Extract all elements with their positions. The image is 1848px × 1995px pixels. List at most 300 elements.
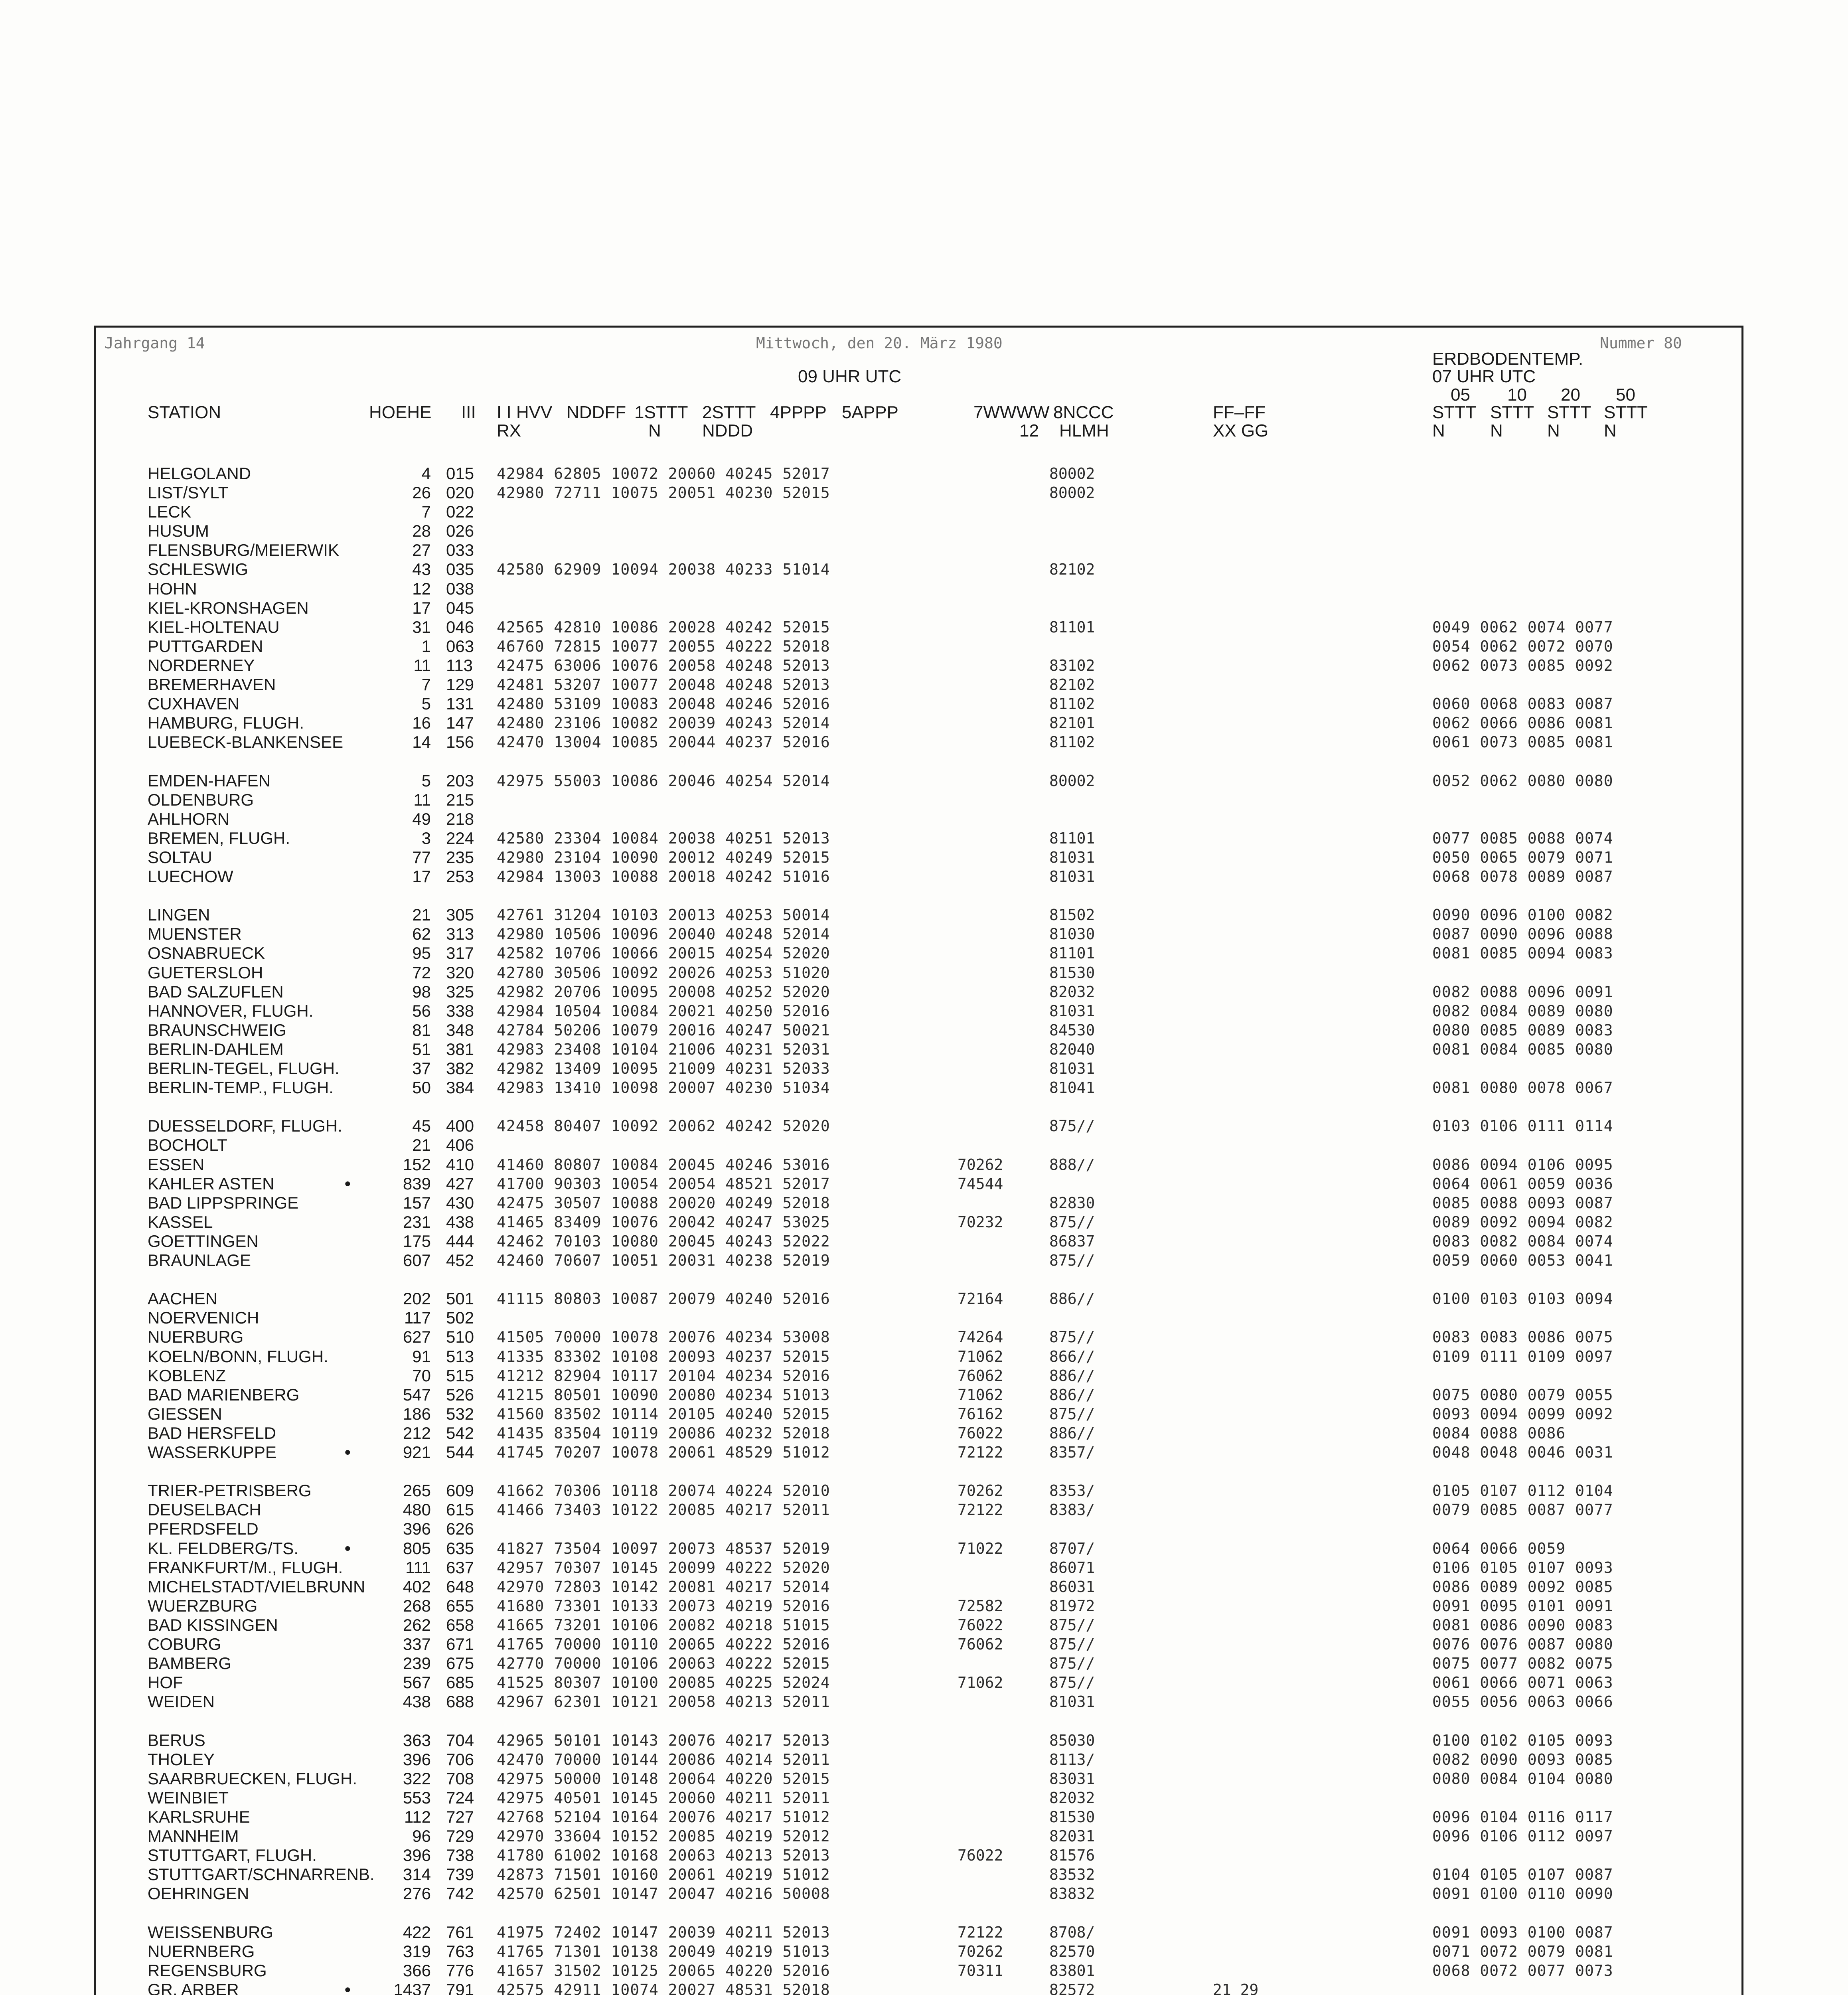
col-iii: III <box>461 403 476 422</box>
station-id: 131 <box>446 694 474 713</box>
soil-temperatures: 0060 0068 0083 0087 <box>1432 695 1613 713</box>
station-name: NOERVENICH <box>148 1308 259 1327</box>
soil-temperatures: 0082 0088 0096 0091 <box>1432 983 1613 1001</box>
table-row <box>0 483 1848 502</box>
issue-number: Nummer 80 <box>1600 334 1682 352</box>
station-name: HAMBURG, FLUGH. <box>148 713 304 732</box>
synop-groups: 42570 62501 10147 20047 40216 50008 <box>497 1885 830 1902</box>
cloud-group: 886// <box>1049 1386 1095 1404</box>
weather-group: 76022 <box>958 1847 1003 1864</box>
col-7wwww-sub: 12 <box>1019 421 1039 440</box>
station-name: BRAUNSCHWEIG <box>148 1021 286 1039</box>
station-id: 022 <box>446 502 474 521</box>
synop-groups: 41780 61002 10168 20063 40213 52013 <box>497 1847 830 1864</box>
synop-groups: 42957 70307 10145 20099 40222 52020 <box>497 1559 830 1576</box>
synop-groups: 41435 83504 10119 20086 40232 52018 <box>497 1424 830 1442</box>
station-name: FRANKFURT/M., FLUGH. <box>148 1558 343 1577</box>
station-height: 14 <box>412 733 431 751</box>
synop-groups: 41212 82904 10117 20104 40234 52016 <box>497 1367 830 1385</box>
station-id: 510 <box>446 1327 474 1346</box>
station-id: 648 <box>446 1577 474 1596</box>
synop-groups: 42784 50206 10079 20016 40247 50021 <box>497 1021 830 1039</box>
date-line: Mittwoch, den 20. März 1980 <box>756 334 1003 352</box>
soil-temperatures: 0075 0080 0079 0055 <box>1432 1386 1613 1404</box>
soil-temperatures: 0100 0102 0105 0093 <box>1432 1732 1613 1749</box>
station-id: 542 <box>446 1424 474 1442</box>
table-row <box>0 848 1848 867</box>
station-id: 685 <box>446 1673 474 1692</box>
soil-temperatures: 0062 0066 0086 0081 <box>1432 714 1613 732</box>
soil-temperatures: 0049 0062 0074 0077 <box>1432 618 1613 636</box>
synop-groups: 41665 73201 10106 20082 40218 51015 <box>497 1616 830 1634</box>
soil-temperatures: 0061 0073 0085 0081 <box>1432 733 1613 751</box>
soil-temperatures: 0091 0093 0100 0087 <box>1432 1924 1613 1941</box>
col-ffff-sub: XX GG <box>1213 421 1269 440</box>
station-name: KIEL-KRONSHAGEN <box>148 598 309 617</box>
station-height: 366 <box>403 1961 431 1980</box>
cloud-group: 875// <box>1049 1405 1095 1423</box>
soil-temperatures: 0079 0085 0087 0077 <box>1432 1501 1613 1519</box>
synop-groups: 41700 90303 10054 20054 48521 52017 <box>497 1175 830 1193</box>
depth-05: 05 <box>1451 385 1470 405</box>
cloud-group: 875// <box>1049 1328 1095 1346</box>
station-height: 607 <box>403 1251 431 1270</box>
station-id: 235 <box>446 848 474 867</box>
station-id: 675 <box>446 1654 474 1673</box>
station-id: 348 <box>446 1021 474 1039</box>
station-id: 609 <box>446 1481 474 1500</box>
table-row <box>0 1731 1848 1750</box>
col-nddff: NDDFF <box>567 403 626 422</box>
cloud-group: 82572 <box>1049 1981 1095 1995</box>
col-2sttt-sub: NDDD <box>702 421 753 440</box>
cloud-group: 886// <box>1049 1424 1095 1442</box>
station-height: 212 <box>403 1424 431 1442</box>
weather-group: 70262 <box>958 1482 1003 1499</box>
table-row <box>0 713 1848 733</box>
table-row <box>0 1213 1848 1232</box>
station-height: 49 <box>412 810 431 828</box>
station-height: 5 <box>421 771 431 790</box>
mountain-station-mark: • <box>345 1174 351 1193</box>
cloud-group: 82102 <box>1049 676 1095 693</box>
cloud-group: 8357/ <box>1049 1444 1095 1461</box>
col-n-20: N <box>1547 421 1560 440</box>
soil-temperatures: 0059 0060 0053 0041 <box>1432 1252 1613 1269</box>
table-row <box>0 1308 1848 1327</box>
cloud-group: 8113/ <box>1049 1751 1095 1768</box>
table-row <box>0 771 1848 790</box>
station-height: 921 <box>403 1443 431 1462</box>
cloud-group: 83532 <box>1049 1866 1095 1883</box>
soil-temperatures: 0091 0095 0101 0091 <box>1432 1597 1613 1615</box>
station-name: AHLHORN <box>148 810 230 828</box>
station-name: AACHEN <box>148 1289 218 1308</box>
station-name: COBURG <box>148 1635 221 1653</box>
synop-groups: 41765 71301 10138 20049 40219 51013 <box>497 1943 830 1960</box>
synop-groups: 42975 40501 10145 20060 40211 52011 <box>497 1789 830 1807</box>
station-id: 253 <box>446 867 474 886</box>
station-id: 626 <box>446 1519 474 1538</box>
station-height: 7 <box>421 502 431 521</box>
synop-groups: 42458 80407 10092 20062 40242 52020 <box>497 1117 830 1135</box>
synop-groups: 41745 70207 10078 20061 48529 51012 <box>497 1444 830 1461</box>
station-name: EMDEN-HAFEN <box>148 771 271 790</box>
soil-temperatures: 0087 0090 0096 0088 <box>1432 925 1613 943</box>
table-row <box>0 1539 1848 1558</box>
synop-groups: 42475 30507 10088 20020 40249 52018 <box>497 1194 830 1212</box>
station-id: 063 <box>446 637 474 656</box>
cloud-group: 86071 <box>1049 1559 1095 1576</box>
station-name: GOETTINGEN <box>148 1232 259 1250</box>
weather-group: 71022 <box>958 1540 1003 1557</box>
station-name: BREMEN, FLUGH. <box>148 829 290 847</box>
table-row <box>0 618 1848 637</box>
synop-groups: 41765 70000 10110 20065 40222 52016 <box>497 1636 830 1653</box>
synop-groups: 41975 72402 10147 20039 40211 52013 <box>497 1924 830 1941</box>
table-row <box>0 1577 1848 1596</box>
station-name: KL. FELDBERG/TS. <box>148 1539 299 1558</box>
soil-temperatures: 0081 0086 0090 0083 <box>1432 1616 1613 1634</box>
table-row <box>0 1827 1848 1846</box>
station-name: CUXHAVEN <box>148 694 240 713</box>
station-id: 727 <box>446 1807 474 1826</box>
station-name: FLENSBURG/MEIERWIK <box>148 541 339 559</box>
synop-groups: 42975 55003 10086 20046 40254 52014 <box>497 772 830 790</box>
table-row <box>0 1884 1848 1903</box>
station-name: TRIER-PETRISBERG <box>148 1481 312 1500</box>
weather-group: 70262 <box>958 1156 1003 1173</box>
table-row <box>0 867 1848 886</box>
weather-group: 76062 <box>958 1636 1003 1653</box>
station-height: 480 <box>403 1500 431 1519</box>
cloud-group: 81102 <box>1049 733 1095 751</box>
station-height: 37 <box>412 1059 431 1078</box>
synop-groups: 42575 42911 10074 20027 48531 52018 <box>497 1981 830 1995</box>
table-row <box>0 1116 1848 1136</box>
weather-group: 76162 <box>958 1405 1003 1423</box>
station-height: 26 <box>412 483 431 502</box>
cloud-group: 81031 <box>1049 1060 1095 1077</box>
col-sttt-50: STTT <box>1604 403 1648 422</box>
soil-temperatures: 0064 0066 0059 <box>1432 1540 1566 1557</box>
cloud-group: 81101 <box>1049 830 1095 847</box>
synop-groups: 42480 53109 10083 20048 40246 52016 <box>497 695 830 713</box>
station-height: 567 <box>403 1673 431 1692</box>
station-id: 045 <box>446 598 474 617</box>
soil-temperatures: 0081 0084 0085 0080 <box>1432 1041 1613 1058</box>
station-height: 11 <box>413 790 431 809</box>
station-name: WUERZBURG <box>148 1596 258 1615</box>
synop-groups: 42975 50000 10148 20064 40220 52015 <box>497 1770 830 1788</box>
station-name: HOHN <box>148 579 197 598</box>
station-height: 363 <box>403 1731 431 1750</box>
station-id: 761 <box>446 1923 474 1942</box>
station-name: WEIDEN <box>148 1692 215 1711</box>
weather-group: 76022 <box>958 1616 1003 1634</box>
synop-groups: 41525 80307 10100 20085 40225 52024 <box>497 1674 830 1691</box>
station-name: HANNOVER, FLUGH. <box>148 1001 314 1020</box>
cloud-group: 81041 <box>1049 1079 1095 1096</box>
station-height: 805 <box>403 1539 431 1558</box>
weather-group: 72122 <box>958 1501 1003 1519</box>
station-id: 532 <box>446 1404 474 1423</box>
table-row <box>0 963 1848 982</box>
table-row <box>0 1059 1848 1078</box>
station-id: 501 <box>446 1289 474 1308</box>
synop-groups: 42780 30506 10092 20026 40253 51020 <box>497 964 830 982</box>
cloud-group: 83832 <box>1049 1885 1095 1902</box>
synop-groups: 46760 72815 10077 20055 40222 52018 <box>497 638 830 655</box>
station-height: 547 <box>403 1385 431 1404</box>
station-name: BERLIN-TEMP., FLUGH. <box>148 1078 334 1097</box>
station-height: 314 <box>403 1865 431 1884</box>
volume-label: Jahrgang 14 <box>105 334 205 352</box>
cloud-group: 81031 <box>1049 1002 1095 1020</box>
cloud-group: 888// <box>1049 1156 1095 1173</box>
soil-temperatures: 0109 0111 0109 0097 <box>1432 1348 1613 1365</box>
station-height: 276 <box>403 1884 431 1903</box>
cloud-group: 83102 <box>1049 657 1095 674</box>
table-row <box>0 1289 1848 1308</box>
station-id: 410 <box>446 1155 474 1174</box>
station-name: BREMERHAVEN <box>148 675 276 694</box>
col-hoehe: HOEHE <box>369 403 432 422</box>
cloud-group: 82031 <box>1049 1827 1095 1845</box>
station-id: 724 <box>446 1788 474 1807</box>
cloud-group: 81101 <box>1049 618 1095 636</box>
cloud-group: 82032 <box>1049 1789 1095 1807</box>
station-id: 015 <box>446 464 474 483</box>
station-name: LECK <box>148 502 192 521</box>
soil-temperatures: 0104 0105 0107 0087 <box>1432 1866 1613 1883</box>
station-id: 317 <box>446 944 474 962</box>
synop-groups: 42980 72711 10075 20051 40230 52015 <box>497 484 830 502</box>
station-name: GR. ARBER <box>148 1980 239 1995</box>
table-row <box>0 694 1848 713</box>
station-id: 615 <box>446 1500 474 1519</box>
station-id: 129 <box>446 675 474 694</box>
synop-groups: 42481 53207 10077 20048 40248 52013 <box>497 676 830 693</box>
station-height: 31 <box>412 618 431 636</box>
cloud-group: 81502 <box>1049 906 1095 924</box>
station-id: 156 <box>446 733 474 751</box>
cloud-group: 81530 <box>1049 964 1095 982</box>
table-row <box>0 829 1848 848</box>
station-height: 4 <box>421 464 431 483</box>
table-row <box>0 1347 1848 1366</box>
synop-groups: 42984 10504 10084 20021 40250 52016 <box>497 1002 830 1020</box>
synop-groups: 41657 31502 10125 20065 40220 52016 <box>497 1962 830 1979</box>
cloud-group: 81031 <box>1049 849 1095 866</box>
cloud-group: 8707/ <box>1049 1540 1095 1557</box>
station-height: 62 <box>412 924 431 943</box>
cloud-group: 83801 <box>1049 1962 1095 1979</box>
soil-temperatures: 0080 0085 0089 0083 <box>1432 1021 1613 1039</box>
soil-temperatures: 0077 0085 0088 0074 <box>1432 830 1613 847</box>
station-id: 658 <box>446 1616 474 1634</box>
station-id: 215 <box>446 790 474 809</box>
synop-groups: 41465 83409 10076 20042 40247 53025 <box>497 1213 830 1231</box>
cloud-group: 8383/ <box>1049 1501 1095 1519</box>
station-id: 382 <box>446 1059 474 1078</box>
soil-temperatures: 0076 0076 0087 0080 <box>1432 1636 1613 1653</box>
table-row <box>0 1078 1848 1097</box>
station-height: 117 <box>404 1308 431 1327</box>
station-name: NUERBURG <box>148 1327 244 1346</box>
synop-groups: 42984 62805 10072 20060 40245 52017 <box>497 465 830 482</box>
soil-temperatures: 0085 0088 0093 0087 <box>1432 1194 1613 1212</box>
station-height: 112 <box>404 1807 431 1826</box>
station-name: MUENSTER <box>148 924 242 943</box>
weather-group: 70311 <box>958 1962 1003 1979</box>
cloud-group: 81031 <box>1049 868 1095 885</box>
synop-groups: 41466 73403 10122 20085 40217 52011 <box>497 1501 830 1519</box>
synop-groups: 42768 52104 10164 20076 40217 51012 <box>497 1808 830 1826</box>
depth-50: 50 <box>1616 385 1635 405</box>
table-row <box>0 560 1848 579</box>
soil-temperatures: 0068 0078 0089 0087 <box>1432 868 1613 885</box>
cloud-group: 85030 <box>1049 1732 1095 1749</box>
station-name: BAD SALZUFLEN <box>148 982 284 1001</box>
station-height: 553 <box>403 1788 431 1807</box>
station-name: KARLSRUHE <box>148 1807 250 1826</box>
station-name: WEISSENBURG <box>148 1923 274 1942</box>
synop-groups: 42984 13003 10088 20018 40242 51016 <box>497 868 830 885</box>
station-name: REGENSBURG <box>148 1961 267 1980</box>
cloud-group: 81030 <box>1049 925 1095 943</box>
station-id: 038 <box>446 579 474 598</box>
soil-temperatures: 0052 0062 0080 0080 <box>1432 772 1613 790</box>
station-name: BRAUNLAGE <box>148 1251 251 1270</box>
station-name: KAHLER ASTEN <box>148 1174 274 1193</box>
weather-group: 72582 <box>958 1597 1003 1615</box>
weather-group: 70232 <box>958 1213 1003 1231</box>
station-id: 526 <box>446 1385 474 1404</box>
table-row <box>0 1366 1848 1385</box>
weather-group: 74264 <box>958 1328 1003 1346</box>
table-row <box>0 1788 1848 1807</box>
station-id: 655 <box>446 1596 474 1615</box>
station-name: BERUS <box>148 1731 205 1750</box>
weather-group: 71062 <box>958 1386 1003 1404</box>
station-id: 729 <box>446 1827 474 1845</box>
station-id: 026 <box>446 521 474 540</box>
weather-group: 72164 <box>958 1290 1003 1308</box>
table-row <box>0 1385 1848 1404</box>
cloud-group: 81576 <box>1049 1847 1095 1864</box>
cloud-group: 82830 <box>1049 1194 1095 1212</box>
cloud-group: 875// <box>1049 1674 1095 1691</box>
table-row <box>0 1500 1848 1519</box>
station-height: 11 <box>413 656 431 675</box>
soil-temperatures: 0096 0106 0112 0097 <box>1432 1827 1613 1845</box>
station-height: 21 <box>412 905 431 924</box>
station-name: BAD LIPPSPRINGE <box>148 1193 299 1212</box>
cloud-group: 886// <box>1049 1367 1095 1385</box>
table-row <box>0 1692 1848 1711</box>
station-id: 502 <box>446 1308 474 1327</box>
cloud-group: 875// <box>1049 1213 1095 1231</box>
synop-groups: 42983 23408 10104 21006 40231 52031 <box>497 1041 830 1058</box>
soil-temp-time: 07 UHR UTC <box>1432 367 1536 386</box>
synop-groups: 42580 62909 10094 20038 40233 51014 <box>497 561 830 578</box>
station-id: 708 <box>446 1769 474 1788</box>
table-row <box>0 1980 1848 1995</box>
station-height: 319 <box>403 1942 431 1961</box>
station-height: 157 <box>403 1193 431 1212</box>
station-id: 147 <box>446 713 474 732</box>
station-name: OEHRINGEN <box>148 1884 249 1903</box>
synop-groups: 41662 70306 10118 20074 40224 52010 <box>497 1482 830 1499</box>
table-row <box>0 1961 1848 1980</box>
station-height: 265 <box>403 1481 431 1500</box>
table-row <box>0 1155 1848 1174</box>
station-name: HUSUM <box>148 521 209 540</box>
station-id: 046 <box>446 618 474 636</box>
station-name: BAMBERG <box>148 1654 232 1673</box>
station-height: 322 <box>403 1769 431 1788</box>
synop-groups: 42565 42810 10086 20028 40242 52015 <box>497 618 830 636</box>
col-sttt-10: STTT <box>1490 403 1534 422</box>
station-name: SAARBRUECKEN, FLUGH. <box>148 1769 357 1788</box>
station-height: 5 <box>421 694 431 713</box>
synop-groups: 41560 83502 10114 20105 40240 52015 <box>497 1405 830 1423</box>
station-id: 381 <box>446 1040 474 1059</box>
station-height: 202 <box>403 1289 431 1308</box>
station-name: NUERNBERG <box>148 1942 255 1961</box>
cloud-group: 875// <box>1049 1616 1095 1634</box>
synop-groups: 41505 70000 10078 20076 40234 53008 <box>497 1328 830 1346</box>
station-id: 430 <box>446 1193 474 1212</box>
station-height: 402 <box>403 1577 431 1596</box>
gust-group: 21 29 <box>1213 1981 1259 1995</box>
station-height: 262 <box>403 1616 431 1634</box>
station-name: WEINBIET <box>148 1788 229 1807</box>
station-name: WASSERKUPPE <box>148 1443 276 1462</box>
table-row <box>0 944 1848 963</box>
station-name: BERLIN-DAHLEM <box>148 1040 284 1059</box>
station-height: 239 <box>403 1654 431 1673</box>
station-name: OLDENBURG <box>148 790 254 809</box>
station-height: 396 <box>403 1750 431 1769</box>
station-height: 98 <box>412 982 431 1001</box>
station-height: 81 <box>412 1021 431 1039</box>
station-name: MANNHEIM <box>148 1827 239 1845</box>
table-row <box>0 637 1848 656</box>
table-row <box>0 1040 1848 1059</box>
soil-temperatures: 0075 0077 0082 0075 <box>1432 1655 1613 1672</box>
cloud-group: 84530 <box>1049 1021 1095 1039</box>
table-row <box>0 1750 1848 1769</box>
weather-group: 72122 <box>958 1444 1003 1461</box>
table-row <box>0 1193 1848 1213</box>
soil-temperatures: 0061 0066 0071 0063 <box>1432 1674 1613 1691</box>
col-2sttt: 2STTT <box>702 403 756 422</box>
station-id: 671 <box>446 1635 474 1653</box>
col-8nccc: 8NCCC <box>1053 403 1114 422</box>
station-height: 186 <box>403 1404 431 1423</box>
station-name: STUTTGART, FLUGH. <box>148 1846 317 1865</box>
synop-groups: 42470 70000 10144 20086 40214 52011 <box>497 1751 830 1768</box>
station-id: 742 <box>446 1884 474 1903</box>
synop-groups: 42970 72803 10142 20081 40217 52014 <box>497 1578 830 1596</box>
station-height: 96 <box>412 1827 431 1845</box>
soil-temperatures: 0086 0089 0092 0085 <box>1432 1578 1613 1596</box>
station-id: 020 <box>446 483 474 502</box>
table-row <box>0 1942 1848 1961</box>
station-name: SCHLESWIG <box>148 560 249 579</box>
